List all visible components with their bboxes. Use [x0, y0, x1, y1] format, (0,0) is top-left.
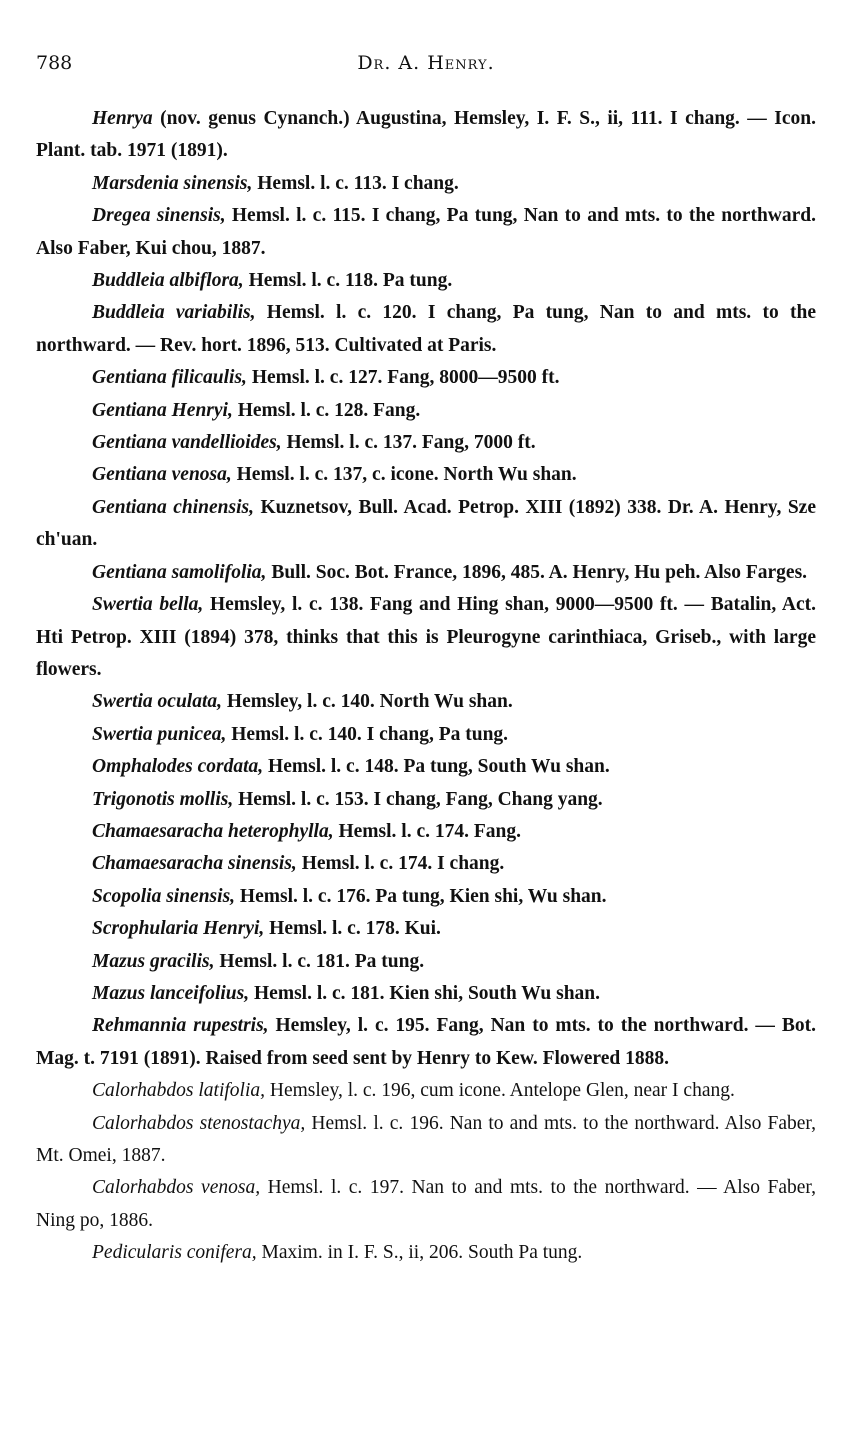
species-citation: Hemsl. l. c. 174. Fang.	[333, 820, 522, 842]
species-name: Scrophularia Henryi,	[92, 918, 265, 940]
species-name: Chamaesaracha heterophylla,	[92, 820, 334, 842]
species-citation: Hemsl. l. c. 176. Pa tung, Kien shi, Wu shan.	[235, 885, 607, 907]
species-name: Trigonotis mollis,	[92, 788, 234, 810]
page-header	[36, 52, 816, 78]
species-name: Scopolia sinensis,	[92, 885, 236, 907]
species-name: Swertia bella,	[92, 594, 204, 616]
species-entry	[36, 395, 816, 427]
page-number: 788	[36, 52, 73, 74]
species-entry	[36, 589, 816, 686]
species-entry	[36, 1172, 816, 1237]
species-citation: Hemsl. l. c. 197. Nan to and mts. to the northward. — Also Faber, Ning po, 1886.	[36, 1177, 817, 1231]
species-citation: Hemsl. l. c. 115. I chang, Pa tung, Nan to and mts. to the northward. Also Faber, Kui chou, 1887.	[36, 205, 816, 259]
species-name: Gentiana chinensis,	[92, 496, 254, 518]
species-name: Buddleia albiflora,	[92, 270, 244, 292]
species-entry	[36, 946, 816, 978]
species-entry	[36, 103, 816, 168]
species-citation: Maxim. in I. F. S., ii, 206. South Pa tung.	[256, 1242, 583, 1264]
species-name: Swertia oculata,	[92, 691, 223, 713]
species-name: Gentiana samolifolia,	[92, 561, 267, 583]
species-entry	[36, 848, 816, 880]
species-entry	[36, 168, 816, 200]
species-entry	[36, 492, 816, 557]
species-citation: Hemsl. l. c. 120. I chang, Pa tung, Nan to and mts. to the northward. — Rev. hort. 1896, 513. Cultivated at Paris.	[36, 302, 816, 356]
species-entry	[36, 1075, 816, 1107]
species-citation: Hemsl. l. c. 137, c. icone. North Wu shan.	[231, 464, 577, 486]
running-head: Dr. A. Henry.	[357, 52, 495, 74]
species-citation: Hemsl. l. c. 140. I chang, Pa tung.	[226, 723, 509, 745]
species-name: Gentiana venosa,	[92, 464, 232, 486]
species-entry	[36, 265, 816, 297]
species-name: Pedicularis conifera,	[92, 1242, 257, 1264]
species-citation: Hemsl. l. c. 174. I chang.	[296, 853, 505, 875]
species-name: Gentiana vandellioides,	[92, 432, 282, 454]
species-name: Chamaesaracha sinensis,	[92, 853, 297, 875]
species-citation: Hemsl. l. c. 113. I chang.	[252, 172, 459, 194]
species-entry	[36, 200, 816, 265]
species-entry	[36, 362, 816, 394]
species-citation: Hemsl. l. c. 178. Kui.	[264, 918, 441, 940]
species-entry	[36, 913, 816, 945]
species-entry	[36, 978, 816, 1010]
species-name: Gentiana Henryi,	[92, 399, 233, 421]
species-entry	[36, 1108, 816, 1173]
species-name: Dregea sinensis,	[92, 205, 226, 227]
species-name: Marsdenia sinensis,	[92, 172, 253, 194]
species-citation: Hemsl. l. c. 127. Fang, 8000—9500 ft.	[246, 367, 560, 389]
species-entry	[36, 1010, 816, 1075]
species-entry	[36, 459, 816, 491]
species-citation: Hemsl. l. c. 196. Nan to and mts. to the northward. Also Faber, Mt. Omei, 1887.	[36, 1112, 816, 1166]
species-entry	[36, 784, 816, 816]
species-citation: Hemsl. l. c. 181. Kien shi, South Wu shan.	[249, 982, 601, 1004]
species-entry	[36, 719, 816, 751]
species-entry	[36, 686, 816, 718]
species-citation: Hemsley, l. c. 138. Fang and Hing shan, 9000—9500 ft. — Batalin, Act. Hti Petrop. XIII (1894) 378, thinks that this is Pleurogyne carinthiaca, Griseb., with large flowers.	[36, 594, 817, 680]
species-name: Rehmannia rupestris,	[92, 1015, 269, 1037]
species-entry	[36, 881, 816, 913]
species-name: Calorhabdos venosa,	[92, 1177, 261, 1199]
document-page	[36, 0, 816, 1439]
species-citation: Hemsl. l. c. 148. Pa tung, South Wu shan.	[263, 756, 610, 778]
species-name: Omphalodes cordata,	[92, 756, 264, 778]
species-entry	[36, 297, 816, 362]
species-name: Gentiana filicaulis,	[92, 367, 247, 389]
species-name: Swertia punicea,	[92, 723, 227, 745]
species-citation: Hemsley, l. c. 140. North Wu shan.	[222, 691, 513, 713]
species-citation: Bull. Soc. Bot. France, 1896, 485. A. Henry, Hu peh. Also Farges.	[266, 561, 808, 583]
species-citation: (nov. genus Cynanch.) Augustina, Hemsley, I. F. S., ii, 111. I chang. — Icon. Plant. tab. 1971 (1891).	[36, 108, 816, 162]
species-entry	[36, 427, 816, 459]
species-name: Mazus gracilis,	[92, 950, 215, 972]
species-entry	[36, 1237, 816, 1269]
species-list	[36, 103, 816, 1270]
species-citation: Hemsl. l. c. 153. I chang, Fang, Chang yang.	[233, 788, 603, 810]
species-citation: Kuznetsov, Bull. Acad. Petrop. XIII (1892) 338. Dr. A. Henry, Sze ch'uan.	[36, 496, 816, 551]
species-entry	[36, 816, 816, 848]
species-citation: Hemsley, l. c. 195. Fang, Nan to mts. to the northward. — Bot. Mag. t. 7191 (1891). Raised from seed sent by Henry to Kew. Flowered 1888.	[36, 1015, 816, 1069]
species-name: Calorhabdos stenostachya,	[92, 1112, 306, 1134]
species-citation: Hemsley, l. c. 196, cum icone. Antelope Glen, near I chang.	[265, 1080, 735, 1102]
species-name: Calorhabdos latifolia,	[92, 1080, 266, 1102]
species-entry	[36, 557, 816, 589]
species-name: Henrya	[92, 108, 153, 129]
species-citation: Hemsl. l. c. 137. Fang, 7000 ft.	[281, 432, 536, 454]
species-citation: Hemsl. l. c. 181. Pa tung.	[214, 950, 425, 972]
species-name: Mazus lanceifolius,	[92, 982, 250, 1004]
species-entry	[36, 751, 816, 783]
species-name: Buddleia variabilis,	[92, 302, 256, 324]
species-citation: Hemsl. l. c. 128. Fang.	[232, 399, 421, 421]
species-citation: Hemsl. l. c. 118. Pa tung.	[243, 270, 453, 292]
